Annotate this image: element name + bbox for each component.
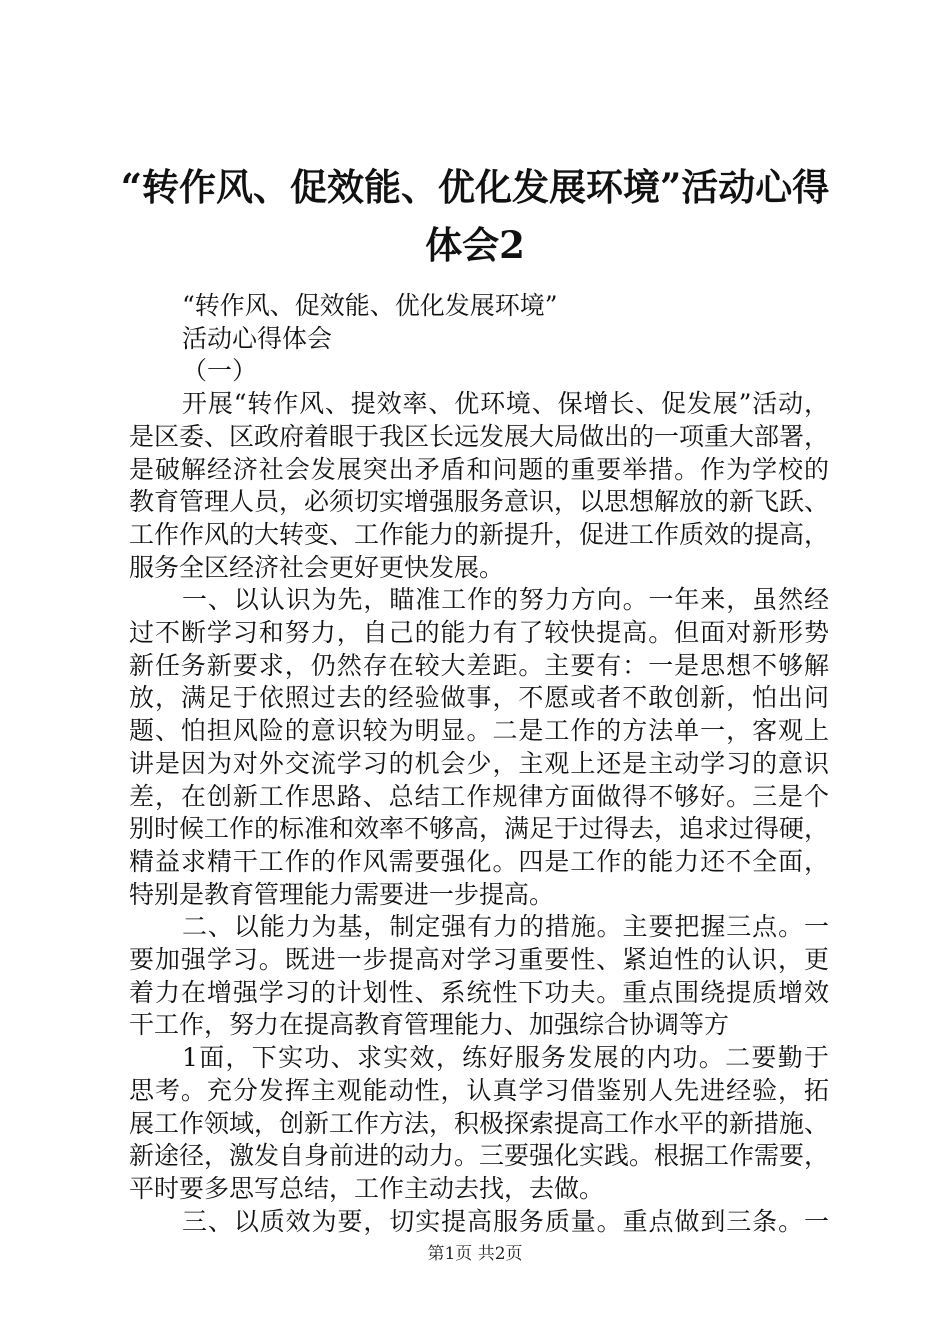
document-body — [129, 290, 829, 1238]
paragraph-4-line: 平时要多思写总结，工作主动去找，去做。 — [129, 1173, 605, 1203]
subtitle-line-1: “转作风、促效能、优化发展环境” — [182, 291, 558, 320]
paragraph-4-line: 新途径，激发自身前进的动力。三要强化实践。根据工作需要， — [129, 1141, 830, 1171]
document-title — [100, 158, 850, 274]
title-line-2: 体会2 — [425, 223, 525, 267]
paragraph-3-line: 着力在增强学习的计划性、系统性下功夫。重点围绕提质增效 — [129, 977, 829, 1007]
paragraph-3-line: 二、以能力为基，制定强有力的措施。主要把握三点。一 — [182, 912, 829, 942]
title-line-1: “转作风、促效能、优化发展环境”活动心得 — [120, 165, 830, 209]
paragraph-2-line: 特别是教育管理能力需要进一步提高。 — [129, 879, 555, 909]
subtitle-line-2: 活动心得体会 — [182, 323, 333, 353]
paragraph-2-line: 一、以认识为先，瞄准工作的努力方向。一年来，虽然经 — [182, 585, 829, 615]
subtitle-line-3: （一） — [182, 356, 258, 386]
paragraph-1-line: 教育管理人员，必须切实增强服务意识，以思想解放的新飞跃、 — [129, 487, 830, 517]
paragraph-1-line: 是破解经济社会发展突出矛盾和问题的重要举措。作为学校的 — [129, 454, 829, 484]
paragraph-4-line: 展工作领域，创新工作方法，积极探索提高工作水平的新措施、 — [129, 1108, 830, 1138]
paragraph-2-line: 精益求精干工作的作风需要强化。四是工作的能力还不全面， — [129, 846, 829, 876]
paragraph-2-line: 差，在创新工作思路、总结工作规律方面做得不够好。三是个 — [129, 781, 829, 811]
paragraph-1-line: 工作作风的大转变、工作能力的新提升，促进工作质效的提高， — [129, 519, 830, 549]
paragraph-2-line: 讲是因为对外交流学习的机会少，主观上还是主动学习的意识 — [129, 748, 829, 778]
paragraph-2-line: 别时候工作的标准和效率不够高，满足于过得去，追求过得硬， — [129, 814, 830, 844]
paragraph-2-line: 题、怕担风险的意识较为明显。二是工作的方法单一，客观上 — [129, 716, 829, 746]
paragraph-2-line: 放，满足于依照过去的经验做事，不愿或者不敢创新，怕出问 — [129, 683, 829, 713]
paragraph-2-line: 过不断学习和努力，自己的能力有了较快提高。但面对新形势 — [129, 618, 829, 648]
paragraph-5-line: 三、以质效为要，切实提高服务质量。重点做到三条。一 — [182, 1206, 829, 1236]
paragraph-1-line: 服务全区经济社会更好更快发展。 — [129, 552, 505, 582]
paragraph-1-line: 开展“转作风、提效率、优环境、保增长、促发展”活动， — [182, 389, 829, 419]
paragraph-1-line: 是区委、区政府着眼于我区长远发展大局做出的一项重大部署， — [129, 421, 830, 451]
paragraph-3-line: 要加强学习。既进一步提高对学习重要性、紧迫性的认识，更 — [129, 945, 829, 975]
paragraph-4-line: 思考。充分发挥主观能动性，认真学习借鉴别人先进经验，拓 — [129, 1075, 829, 1105]
paragraph-3-line: 干工作，努力在提高教育管理能力、加强综合协调等方 — [129, 1010, 730, 1040]
paragraph-4-line: 1面，下实功、求实效，练好服务发展的内功。二要勤于 — [182, 1043, 829, 1073]
paragraph-2-line: 新任务新要求，仍然存在较大差距。主要有：一是思想不够解 — [129, 650, 829, 680]
page-footer: 第1页 共2页 — [427, 1244, 523, 1264]
